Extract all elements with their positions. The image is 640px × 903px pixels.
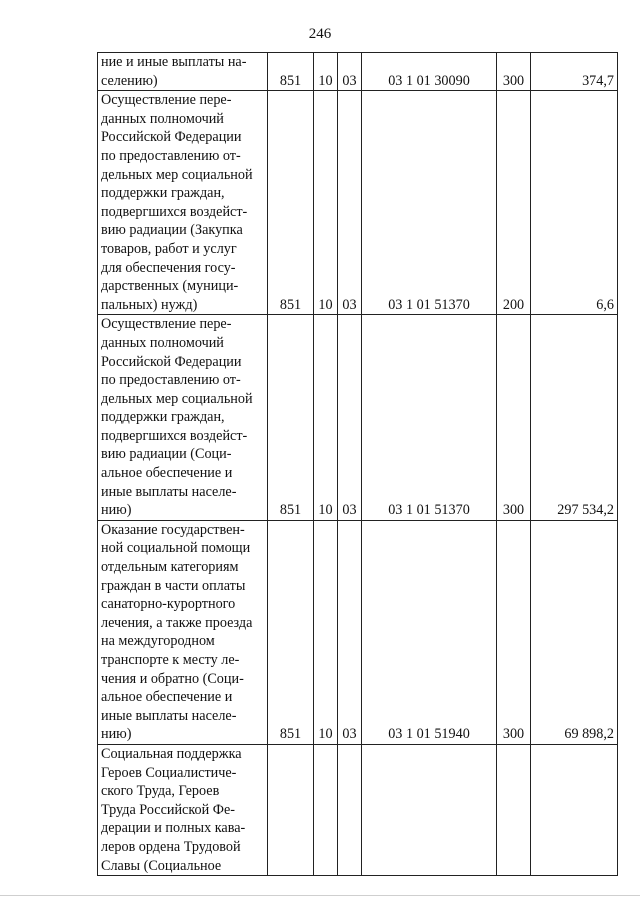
expense-name-line: вию радиации (Закупка [101,222,243,239]
subsection-code-cell: 03 [338,520,362,744]
expense-name-line: ского Труда, Героев [101,783,220,800]
expense-name-line: для обеспечения госу- [101,259,236,276]
expense-name-line: нию) [101,502,132,519]
scan-edge-line [0,895,640,896]
expense-name-line: Труда Российской Фе- [101,801,235,818]
expense-name-line: поддержки граждан, [101,185,225,202]
section-code-cell: 10 [314,315,338,521]
expense-name-cell [98,744,268,875]
table-row [98,315,618,521]
page-number: 246 [308,26,332,42]
amount-cell: 69 898,2 [531,520,618,744]
table-row [98,91,618,315]
target-article-cell: 03 1 01 51940 [362,520,497,744]
expense-type-cell: 300 [497,53,531,91]
expense-name-line: дельных мер социальной [101,390,253,407]
expense-name-line: леров ордена Трудовой [101,838,241,855]
table-row [98,520,618,744]
subsection-code-cell: 03 [338,91,362,315]
budget-table [97,52,618,876]
expense-name-line: по предоставлению от- [101,147,241,164]
expense-name-line: дарственных (муници- [101,278,239,295]
expense-name-line: Российской Федерации [101,353,242,370]
expense-name-line: Социальная поддержка [101,745,242,762]
amount-cell: 6,6 [531,91,618,315]
expense-name-line: иные выплаты населе- [101,707,237,724]
expense-name-line: Героев Социалистиче- [101,764,237,781]
expense-name-line: иные выплаты населе- [101,483,237,500]
subsection-code-cell [338,744,362,875]
expense-type-cell: 300 [497,315,531,521]
expense-name-line: подвергшихся воздейст- [101,203,248,220]
expense-name-line: товаров, работ и услуг [101,240,237,257]
expense-name-line: по предоставлению от- [101,372,241,389]
expense-name-cell [98,91,268,315]
amount-cell [531,744,618,875]
expense-name-line: данных полномочий [101,334,224,351]
ministry-code-cell: 851 [268,91,314,315]
amount-cell: 297 534,2 [531,315,618,521]
expense-type-cell: 200 [497,91,531,315]
target-article-cell [362,744,497,875]
expense-name-line: транспорте к месту ле- [101,652,240,668]
expense-name-line: Осуществление пере- [101,316,232,333]
expense-name-line: альное обеспечение и [101,465,233,482]
expense-name-line: лечения, а также проезда [101,614,253,631]
target-article-cell: 03 1 01 30090 [362,53,497,91]
section-code-cell [314,744,338,875]
section-code-cell: 10 [314,53,338,91]
expense-name-line: Славы (Социальное [101,857,222,874]
expense-name-line: отдельным категориям [101,559,239,576]
ministry-code-cell [268,744,314,875]
expense-type-cell [497,744,531,875]
expense-name-line: Оказание государствен- [101,521,245,538]
expense-name-line: ние и иные выплаты на- [101,54,247,70]
expense-name-line: Осуществление пере- [101,92,232,109]
expense-name-line: чения и обратно (Соци- [101,670,244,687]
expense-name-line: пальных) нужд) [101,296,198,313]
expense-name-line: дельных мер социальной [101,166,253,183]
table-body [98,53,618,876]
expense-name-line: поддержки граждан, [101,409,225,426]
ministry-code-cell: 851 [268,53,314,91]
expense-name-line: дерации и полных кава- [101,820,246,837]
expense-name-cell [98,53,268,91]
expense-name-line: санаторно-курортного [101,596,236,613]
expense-type-cell: 300 [497,520,531,744]
expense-name-line: граждан в части оплаты [101,577,246,594]
expense-name-line: ной социальной помощи [101,540,251,557]
target-article-cell: 03 1 01 51370 [362,91,497,315]
section-code-cell: 10 [314,520,338,744]
expense-name-line: селению) [101,72,158,89]
ministry-code-cell: 851 [268,520,314,744]
ministry-code-cell: 851 [268,315,314,521]
table-row [98,53,618,91]
expense-name-line: альное обеспечение и [101,689,233,706]
expense-name-cell [98,520,268,744]
expense-name-line: на междугородном [101,633,215,650]
table-row [98,744,618,875]
amount-cell: 374,7 [531,53,618,91]
subsection-code-cell: 03 [338,315,362,521]
target-article-cell: 03 1 01 51370 [362,315,497,521]
expense-name-cell [98,315,268,521]
subsection-code-cell: 03 [338,53,362,91]
expense-name-line: подвергшихся воздейст- [101,427,248,444]
expense-name-line: Российской Федерации [101,129,242,146]
section-code-cell: 10 [314,91,338,315]
expense-name-line: нию) [101,726,132,743]
expense-name-line: данных полномочий [101,110,224,127]
expense-name-line: вию радиации (Соци- [101,446,232,463]
